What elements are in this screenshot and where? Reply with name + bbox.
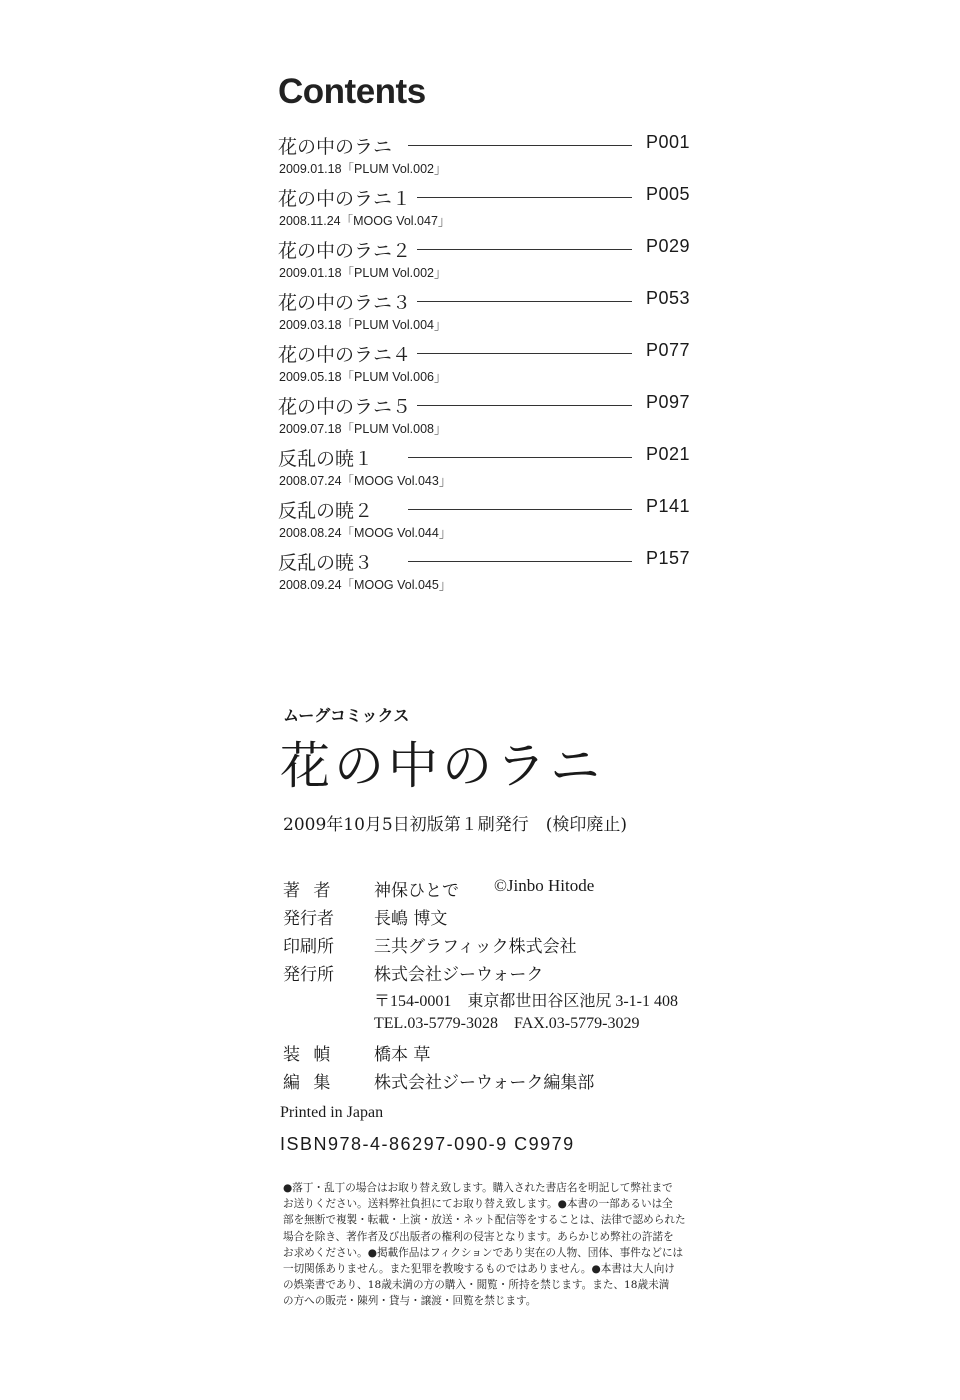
issuer-phone: TEL.03-5779-3028 FAX.03-5779-3029 [374,1015,640,1032]
author-copyright: ©Jinbo Hitode [494,876,595,895]
toc-entry-page: P141 [640,496,690,517]
leader-line [408,509,632,510]
author-name: 神保ひとで [374,881,459,901]
printer-label: 印刷所 [283,937,334,957]
leader-line [408,353,632,354]
toc-entry [278,288,698,340]
toc-entry-page: P021 [640,444,690,465]
toc-entry-info: 2008.07.24「MOOG Vol.043」 [279,474,452,488]
leader-line [408,197,632,198]
leader-line [408,561,632,562]
toc-entry-title: 花の中のラニ５ [278,392,417,419]
toc-entry [278,392,698,444]
table-of-contents [278,132,698,600]
printer-name: 三共グラフィック株式会社 [374,937,577,957]
leader-line [408,457,632,458]
publisher-name: 長嶋 博文 [374,909,448,929]
isbn: ISBN978-4-86297-090-9 C9979 [280,1134,575,1154]
toc-entry-title: 花の中のラニ２ [278,236,417,263]
toc-entry-info: 2008.11.24「MOOG Vol.047」 [279,214,451,228]
design-label: 装 幀 [283,1045,335,1065]
issuer-address: 〒154-0001 東京都世田谷区池尻 3-1-1 408 [374,993,678,1010]
toc-entry-title: 花の中のラニ１ [278,184,417,211]
toc-entry-info: 2008.08.24「MOOG Vol.044」 [279,526,452,540]
toc-entry-page: P001 [640,132,690,153]
issuer-label: 発行所 [283,965,334,985]
publisher-label: 発行者 [283,909,334,929]
toc-entry [278,184,698,236]
toc-entry-info: 2008.09.24「MOOG Vol.045」 [279,578,452,592]
issuer-name: 株式会社ジーウォーク [374,965,544,985]
editor-name: 株式会社ジーウォーク編集部 [374,1073,595,1093]
toc-entry [278,496,698,548]
leader-line [408,145,632,146]
editor-label: 編 集 [283,1073,335,1093]
contents-heading: Contents [278,72,426,111]
toc-entry-info: 2009.01.18「PLUM Vol.002」 [279,162,447,176]
book-title: 花の中のラニ [280,737,604,795]
designer-name: 橋本 草 [374,1045,431,1065]
toc-entry [278,444,698,496]
toc-entry-page: P097 [640,392,690,413]
toc-entry-page: P005 [640,184,690,205]
toc-entry [278,236,698,288]
series-label: ムーグコミックス [283,706,410,725]
legal-notice: ●落丁・乱丁の場合はお取り替え致します。購入された書店名を明記して弊社まで お送りください。送料弊社負担にてお取り替え致します。●本書の一部あるいは全 部を無断で複製・転載・上演・放送・ネット配信等をすることは、法律で認められた 場合を除き、著作者及び出版者の権利の侵害となります。あらかじめ弊社の許諾を お求めください。●掲載作品はフィクションであり実在の人物、団体、事件などには 一切関係ありません。また犯罪を教唆するものではありません。●本書は大人向け の娯楽書であり、18歳未満の方の購入・閲覧・所持を禁じます。また、18歳未満 の方への販売・陳列・貸与・譲渡・回覧を禁じます。 [283,1182,686,1308]
toc-entry [278,132,698,184]
toc-entry-page: P053 [640,288,690,309]
toc-entry-page: P029 [640,236,690,257]
toc-entry-info: 2009.01.18「PLUM Vol.002」 [279,266,447,280]
toc-entry [278,340,698,392]
publication-date: 2009年10月5日初版第１刷発行 (検印廃止) [283,815,627,835]
toc-entry-title: 花の中のラニ３ [278,288,417,315]
toc-entry-title: 反乱の暁１ [278,444,379,471]
toc-entry-info: 2009.03.18「PLUM Vol.004」 [279,318,447,332]
leader-line [408,249,632,250]
toc-entry-page: P157 [640,548,690,569]
toc-entry-page: P077 [640,340,690,361]
leader-line [408,405,632,406]
leader-line [408,301,632,302]
toc-entry-info: 2009.05.18「PLUM Vol.006」 [279,370,447,384]
toc-entry-title: 反乱の暁３ [278,548,379,575]
toc-entry-title: 反乱の暁２ [278,496,379,523]
author-label: 著 者 [283,881,335,901]
toc-entry-title: 花の中のラニ [278,132,398,159]
toc-entry-info: 2009.07.18「PLUM Vol.008」 [279,422,447,436]
toc-entry [278,548,698,600]
toc-entry-title: 花の中のラニ４ [278,340,417,367]
printed-in: Printed in Japan [280,1104,384,1121]
